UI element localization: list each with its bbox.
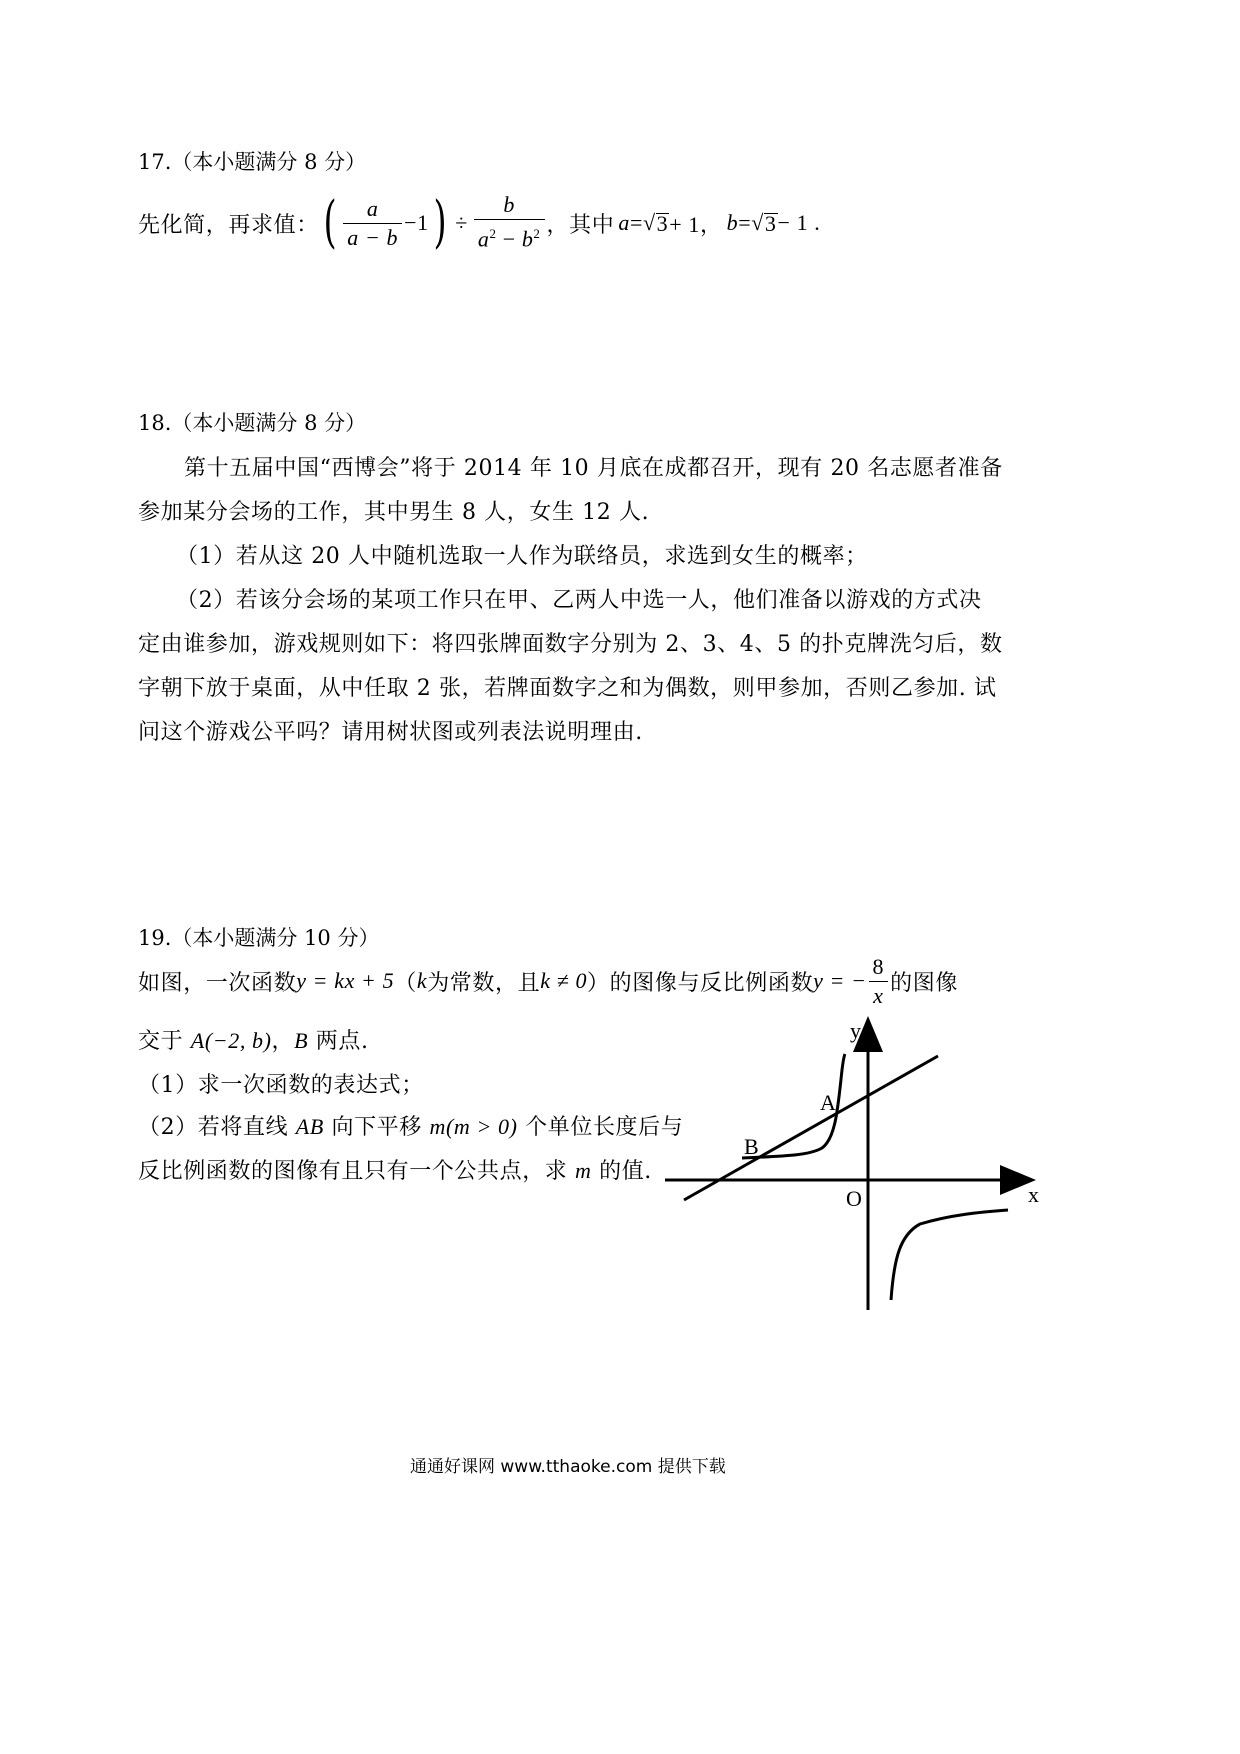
q17-eq2: = <box>738 210 752 235</box>
q19-linear-eq: y = kx + 5 <box>296 968 395 993</box>
q18-line-6: 字朝下放于桌面，从中任取 2 张，若牌面数字之和为偶数，则甲参加，否则乙参加. 试 <box>138 676 997 701</box>
q19-point-A-coord: (−2, b) <box>204 1028 272 1053</box>
q19-l4-b: 向下平移 <box>323 1115 430 1140</box>
q17-expression <box>138 188 820 258</box>
q17-fraction-1-num: a <box>343 197 402 224</box>
q17-eq1: = <box>629 210 643 235</box>
q19-point-A: A <box>190 1028 205 1053</box>
x-axis-label: x <box>1028 1182 1039 1207</box>
q17-divide: ÷ <box>455 210 468 235</box>
q17-b: b <box>726 210 739 235</box>
left-paren: ( <box>323 190 337 255</box>
point-a-label: A <box>820 1090 836 1115</box>
den-minus: − <box>496 226 522 252</box>
q18-line-7: 问这个游戏公平吗？请用树状图或列表法说明理由. <box>138 720 643 745</box>
q17-plus1: + 1， <box>669 211 723 237</box>
function-graph <box>660 1010 1060 1320</box>
q18-line-4: （2）若该分会场的某项工作只在甲、乙两人中选一人，他们准备以游戏的方式决 <box>176 588 982 613</box>
q19-line-5 <box>138 1154 652 1185</box>
q19-line-1 <box>138 950 958 1012</box>
q19-l1-c: 为常数，且 <box>427 970 541 996</box>
q19-k: k <box>416 968 428 993</box>
q19-l1-a: 如图，一次函数 <box>138 970 297 996</box>
q17-minus1: − 1 . <box>777 210 821 235</box>
q19-l1-e: 的图像 <box>890 970 958 996</box>
origin-label: O <box>846 1186 862 1211</box>
q19-line-AB: AB <box>295 1114 324 1139</box>
q17-minus-one: −1 <box>404 210 429 235</box>
q19-line-2 <box>138 1024 369 1055</box>
q19-l1-d: ）的图像与反比例函数 <box>587 970 814 996</box>
q19-l2-a: 交于 <box>138 1029 191 1054</box>
q19-point-B: B <box>294 1028 309 1053</box>
q19-frac <box>869 955 889 1008</box>
q17-where: ，其中 <box>546 212 615 238</box>
q19-frac-den: x <box>873 982 884 1008</box>
q18-line-1: 第十五届中国“西博会”将于 2014 年 10 月底在成都召开，现有 20 名志愿者准备 <box>184 456 1003 481</box>
q17-fraction-2-num: b <box>474 193 545 220</box>
point-b-label: B <box>744 1134 759 1159</box>
q19-frac-num: 8 <box>869 955 889 982</box>
y-axis-label: y <box>850 1018 861 1043</box>
q19-l1-b: （ <box>394 970 417 996</box>
q19-m: m <box>575 1158 592 1183</box>
q17-prefix: 先化简，再求值： <box>138 212 319 238</box>
q19-l4-a: （2）若将直线 <box>138 1115 296 1140</box>
q17-fraction-1 <box>343 197 402 250</box>
q19-l5-b: 的值. <box>591 1159 652 1184</box>
den-b-exp: 2 <box>533 226 541 242</box>
q17-fraction-1-den: a − b <box>347 224 399 250</box>
q19-line-3: （1）求一次函数的表达式； <box>138 1073 424 1098</box>
q17-a: a <box>618 210 630 235</box>
sqrt-sign-1: √ <box>642 210 656 235</box>
q17-sqrt3-b: 3 <box>764 210 777 236</box>
q19-l4-c: 个单位长度后与 <box>517 1115 684 1140</box>
den-a: a <box>477 226 490 252</box>
q17-heading: 17.（本小题满分 8 分） <box>138 150 367 174</box>
q19-heading: 19.（本小题满分 10 分） <box>138 926 380 950</box>
q18-line-5: 定由谁参加，游戏规则如下：将四张牌面数字分别为 2、3、4、5 的扑克牌洗匀后，数 <box>138 632 1003 657</box>
q19-l5-a: 反比例函数的图像有且只有一个公共点，求 <box>138 1159 575 1184</box>
linear-function-line <box>684 1056 938 1200</box>
q17-sqrt3-a: 3 <box>656 210 669 236</box>
q19-l2-c: 两点. <box>308 1029 369 1054</box>
q18-heading: 18.（本小题满分 8 分） <box>138 411 367 435</box>
q19-line-4 <box>138 1110 683 1141</box>
right-paren: ) <box>433 190 447 255</box>
q19-y-neg: y = − <box>813 968 867 993</box>
den-a-exp: 2 <box>489 226 497 242</box>
hyperbola-branch-right <box>891 1210 1008 1300</box>
footer-source: 通通好课网 www.tthaoke.com 提供下载 <box>410 1457 726 1477</box>
q19-m-cond: m(m > 0) <box>429 1114 518 1139</box>
q19-l2-b: ， <box>271 1029 295 1054</box>
q17-fraction-2 <box>474 193 545 252</box>
q19-k-nonzero: k ≠ 0 <box>540 968 588 993</box>
q17-fraction-2-den <box>474 220 545 252</box>
sqrt-sign-2: √ <box>751 210 764 235</box>
q18-line-2: 参加某分会场的工作，其中男生 8 人，女生 12 人. <box>138 500 650 525</box>
den-b: b <box>521 226 534 252</box>
q18-line-3: （1）若从这 20 人中随机选取一人作为联络员，求选到女生的概率； <box>176 544 868 569</box>
